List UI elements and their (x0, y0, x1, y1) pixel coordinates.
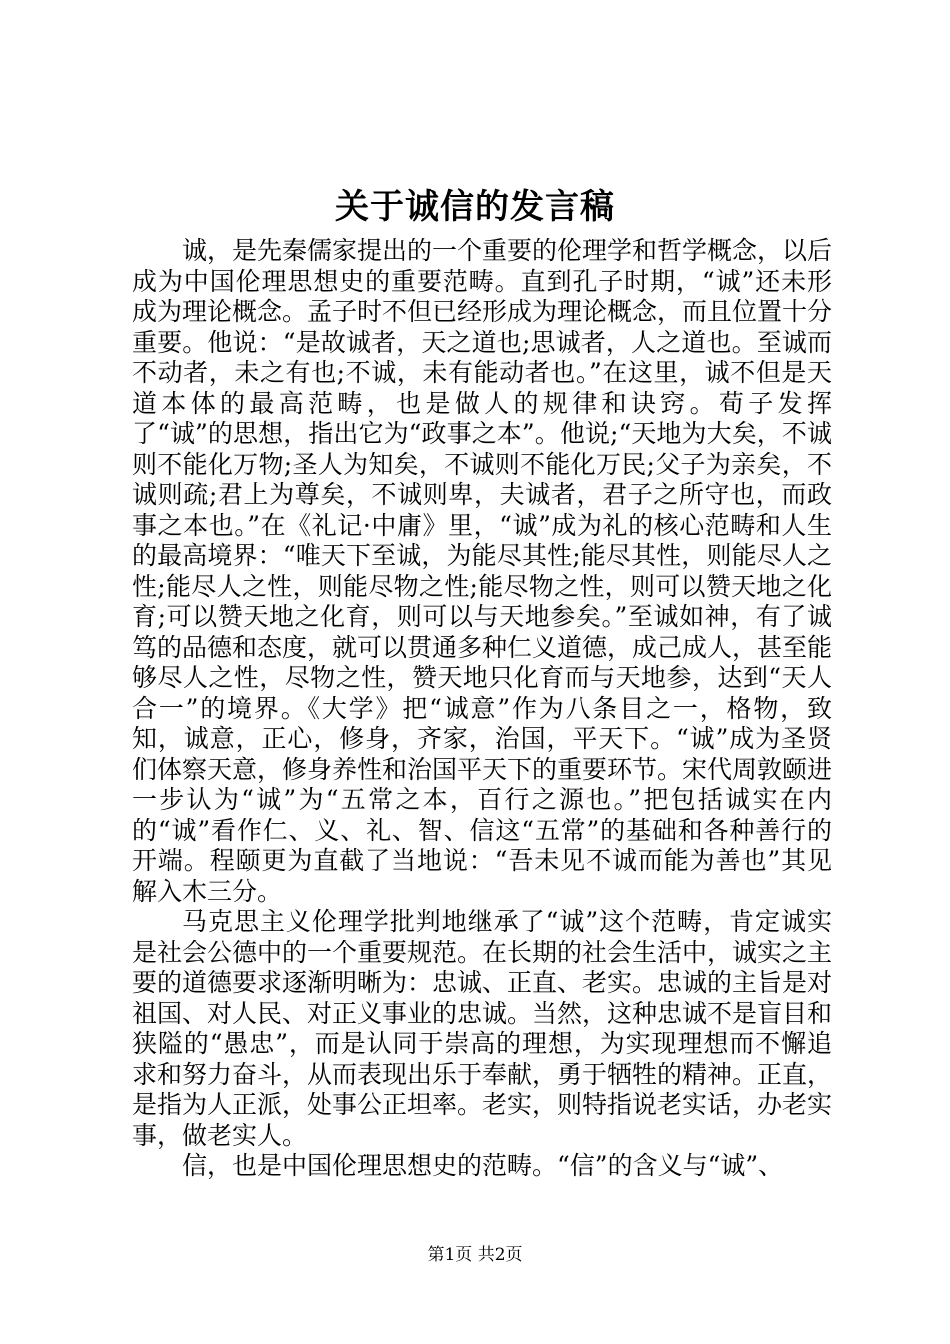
document-title: 关于诚信的发言稿 (335, 187, 615, 227)
paragraph-1: 诚，是先秦儒家提出的一个重要的伦理学和哲学概念，以后成为中国伦理思想史的重要范畴。直到孔子时期，“诚”还未形成为理论概念。孟子时不但已经形成为理论概念，而且位置十分重要。他说：“是故诚者，天之道也;思诚者，人之道也。至诚而不动者，未之有也;不诚，未有能动者也。”在这里，诚不但是天道本体的最高范畴，也是做人的规律和诀窍。荀子发挥了“诚”的思想，指出它为“政事之本”。他说;“天地为大矣，不诚则不能化万物;圣人为知矣，不诚则不能化万民;父子为亲矣，不诚则疏;君上为尊矣，不诚则卑，夫诚者，君子之所守也，而政事之本也。”在《礼记·中庸》里，“诚”成为礼的核心范畴和人生的最高境界：“唯天下至诚，为能尽其性;能尽其性，则能尽人之性;能尽人之性，则能尽物之性;能尽物之性，则可以赞天地之化育;可以赞天地之化育，则可以与天地参矣。”至诚如神，有了诚笃的品德和态度，就可以贯通多种仁义道德，成己成人，甚至能够尽人之性，尽物之性，赞天地只化育而与天地参，达到“天人合一”的境界。《大学》把“诚意”作为八条目之一，格物，致知，诚意，正心，修身，齐家，治国，平天下。“诚”成为圣贤们体察天意，修身养性和治国平天下的重要环节。宋代周敦颐进一步认为“诚”为“五常之本，百行之源也。”把包括诚实在内的“诚”看作仁、义、礼、智、信这“五常”的基础和各种善行的开端。程颐更为直截了当地说：“吾未见不诚而能为善也”其见解入木三分。 (132, 236, 833, 906)
document-body (132, 236, 832, 1182)
paragraph-2: 马克思主义伦理学批判地继承了“诚”这个范畴，肯定诚实是社会公德中的一个重要规范。在长期的社会生活中，诚实之主要的道德要求逐渐明晰为：忠诚、正直、老实。忠诚的主旨是对祖国、对人民、对正义事业的忠诚。当然，这种忠诚不是盲目和狭隘的“愚忠”，而是认同于崇高的理想，为实现理想而不懈追求和努力奋斗，从而表现出乐于奉献，勇于牺牲的精神。正直，是指为人正派，处事公正坦率。老实，则特指说老实话，办老实事，做老实人。 (132, 907, 833, 1150)
paragraph-3: 信，也是中国伦理思想史的范畴。“信”的含义与“诚”、 (182, 1151, 784, 1180)
page-number-footer: 第1页 共2页 (427, 1245, 523, 1265)
